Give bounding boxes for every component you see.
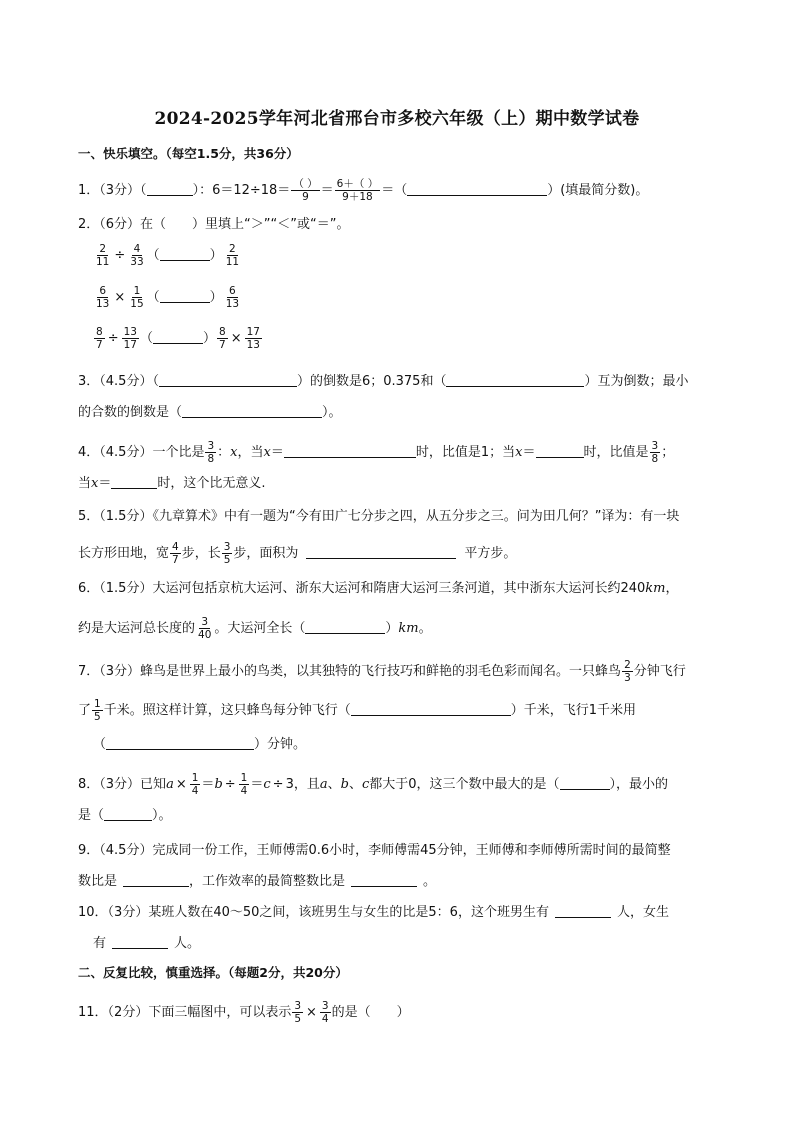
answer-blank[interactable] bbox=[160, 288, 210, 303]
fraction: $\frac{6+( )}{9+18}$ bbox=[336, 178, 379, 203]
answer-blank[interactable] bbox=[305, 619, 385, 634]
question-2-row-3: $\frac{8}{7}$ ÷ $\frac{13}{17}$ （ ） $\frac{8}{7}$ × $\frac{17}{13}$ bbox=[96, 326, 260, 351]
answer-blank[interactable] bbox=[284, 443, 416, 458]
answer-blank[interactable] bbox=[306, 544, 456, 559]
answer-blank[interactable] bbox=[351, 872, 417, 887]
question-8-cont: 是（ ）。 bbox=[78, 808, 172, 823]
question-3: 3．（4.5分）（ ）的倒数是6；0.375和（ ）互为倒数；最小 bbox=[78, 374, 689, 389]
exam-title: 2024-2025学年河北省邢台市多校六年级（上）期中数学试卷 bbox=[154, 109, 640, 129]
answer-blank[interactable] bbox=[555, 903, 611, 918]
question-9: 9．（4.5分）完成同一份工作，王师傅需0.6小时，李师傅需45分钟，王师傅和李师傅所需时间的最简整 bbox=[78, 843, 671, 858]
question-7-cont: 了 $\frac{1}{5}$ 千米。照这样计算，这只蜂鸟每分钟飞行（ ）千米，飞行1千米用 bbox=[78, 698, 636, 723]
answer-blank[interactable] bbox=[560, 775, 610, 790]
section-1-heading: 一、快乐填空。（每空1.5分，共36分） bbox=[78, 146, 299, 161]
answer-blank[interactable] bbox=[147, 181, 193, 196]
answer-blank[interactable] bbox=[159, 372, 297, 387]
question-1: 1．（3分）（ ）：6＝12÷18＝ $\frac{( )}{9}$ ＝ $\frac{6+( )}{9+18}$ ＝（ ）(填最简分数)。 bbox=[78, 178, 649, 203]
question-10-cont: 有 人。 bbox=[93, 936, 201, 951]
answer-blank[interactable] bbox=[153, 329, 203, 344]
question-8: 8．（3分）已知a × $\frac{1}{4}$ ＝b ÷ $\frac{1}{4}$ ＝c ÷ 3，且a、b、c都大于0，这三个数中最大的是（ ），最小的 bbox=[78, 772, 669, 797]
question-4: 4．（4.5分）一个比是 $\frac{3}{8}$ ：x，当x＝ 时，比值是1；当x＝ 时，比值是 $\frac{3}{8}$ ； bbox=[78, 440, 675, 465]
answer-blank[interactable] bbox=[106, 735, 254, 750]
question-4-cont: 当x＝ 时，这个比无意义. bbox=[78, 476, 266, 491]
answer-blank[interactable] bbox=[536, 443, 584, 458]
answer-blank[interactable] bbox=[351, 701, 511, 716]
answer-blank[interactable] bbox=[407, 181, 547, 196]
question-5: 5．（1.5分）《九章算术》中有一题为“今有田广七分步之四，从五分步之三。问为田几何？”译为：有一块 bbox=[78, 509, 680, 524]
answer-blank[interactable] bbox=[446, 372, 584, 387]
answer-blank[interactable] bbox=[112, 934, 168, 949]
question-7: 7．（3分）蜂鸟是世界上最小的鸟类，以其独特的飞行技巧和鲜艳的羽毛色彩而闻名。一只蜂鸟 $\frac{2}{3}$ 分钟飞行 bbox=[78, 659, 686, 684]
question-2: 2．（6分）在（ ）里填上“＞”“＜”或“＝”。 bbox=[78, 217, 350, 232]
question-11: 11．（2分）下面三幅图中，可以表示 $\frac{3}{5}$ × $\frac{3}{4}$ 的是（ ） bbox=[78, 1000, 410, 1025]
question-6-cont: 约是大运河总长度的 $\frac{3}{40}$ 。大运河全长（ ）km。 bbox=[78, 616, 432, 641]
fraction: $\frac{( )}{9}$ bbox=[293, 178, 318, 203]
question-5-cont: 长方形田地，宽 $\frac{4}{7}$ 步，长 $\frac{3}{5}$ 步，面积为 平方步。 bbox=[78, 541, 517, 566]
question-9-cont: 数比是 ，工作效率的最简整数比是 。 bbox=[78, 874, 437, 889]
answer-blank[interactable] bbox=[123, 872, 189, 887]
question-2-row-1: $\frac{2}{11}$ ÷ $\frac{4}{33}$ （ ） $\frac{2}{11}$ bbox=[96, 243, 240, 268]
answer-blank[interactable] bbox=[111, 474, 157, 489]
answer-blank[interactable] bbox=[182, 403, 322, 418]
answer-blank[interactable] bbox=[160, 246, 210, 261]
question-7-cont-2: （ ）分钟。 bbox=[93, 737, 307, 752]
answer-blank[interactable] bbox=[104, 806, 152, 821]
section-2-heading: 二、反复比较，慎重选择。（每题2分，共20分） bbox=[78, 965, 348, 980]
question-10: 10．（3分）某班人数在40～50之间，该班男生与女生的比是5：6，这个班男生有 人，女生 bbox=[78, 905, 669, 920]
question-3-cont: 的合数的倒数是（ ）。 bbox=[78, 405, 342, 420]
question-2-row-2: $\frac{6}{13}$ × $\frac{1}{15}$ （ ） $\frac{6}{13}$ bbox=[96, 285, 240, 310]
question-6: 6．（1.5分）大运河包括京杭大运河、浙东大运河和隋唐大运河三条河道，其中浙东大运河长约240km， bbox=[78, 581, 679, 596]
